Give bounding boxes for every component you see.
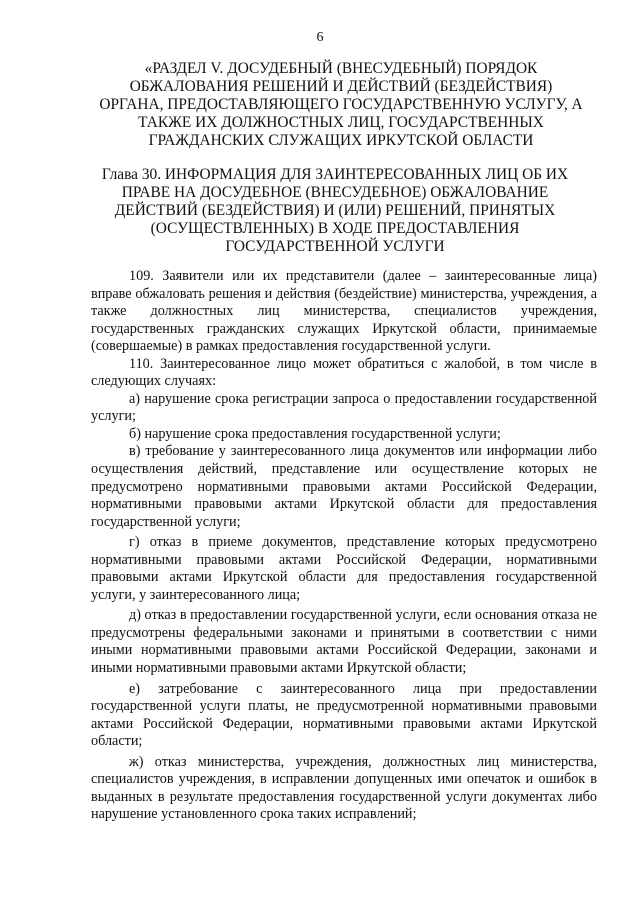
section-title-line: ОБЖАЛОВАНИЯ РЕШЕНИЙ И ДЕЙСТВИЙ (БЕЗДЕЙСТВИЯ) — [129, 78, 553, 95]
paragraph-text: 109. Заявители или их представители (далее – заинтересованные лица) вправе обжаловать решения и действия (бездействие) министерства, учреждения, а также должностных лиц министерства, специалистов учреждения, государственных гражданских служащих Иркутской области, принимаемые (совершаемые) в рамках предоставления государственной услуги. — [91, 268, 597, 355]
paragraph-text: 110. Заинтересованное лицо может обратиться с жалобой, в том числе в следующих случаях: — [91, 355, 597, 390]
chapter-title-line: ДЕЙСТВИЙ (БЕЗДЕЙСТВИЯ) И (ИЛИ) РЕШЕНИЙ, ПРИНЯТЫХ — [114, 202, 556, 219]
paragraph-text: е) затребование с заинтересованного лица при предоставлении государственной услуги платы, не предусмотренной нормативными правовыми актами Российской Федерации, нормативными правовыми актами Иркутской области; — [91, 680, 597, 750]
paragraph-110 — [91, 356, 597, 391]
paragraph-text: а) нарушение срока регистрации запроса о предоставлении государственной услуги; — [91, 390, 597, 425]
list-item-a — [91, 391, 597, 426]
paragraph-text: в) требование у заинтересованного лица документов или информации либо осуществления действий, представление или осуществление которых не предусмотрено нормативными правовыми актами Российской Федерации, нормативными правовыми актами Иркутской области для предоставления государственной услуги; — [91, 443, 597, 530]
paragraph-109 — [91, 268, 597, 356]
chapter-title-line: Глава 30. ИНФОРМАЦИЯ ДЛЯ ЗАИНТЕРЕСОВАННЫХ ЛИЦ ОБ ИХ — [101, 166, 569, 183]
section-title-line: «РАЗДЕЛ V. ДОСУДЕБНЫЙ (ВНЕСУДЕБНЫЙ) ПОРЯДОК — [144, 60, 538, 77]
list-item-e — [91, 681, 597, 751]
paragraph-text: б) нарушение срока предоставления государственной услуги; — [129, 425, 501, 442]
chapter-title-line: ГОСУДАРСТВЕННОЙ УСЛУГИ — [225, 238, 445, 255]
section-title-line: ГРАЖДАНСКИХ СЛУЖАЩИХ ИРКУТСКОЙ ОБЛАСТИ — [148, 132, 534, 149]
paragraph-text: г) отказ в приеме документов, представление которых предусмотрено нормативными правовыми актами Российской Федерации, нормативными правовыми актами Иркутской области для предоставления государственной услуги, у заинтересованного лица; — [91, 534, 597, 603]
list-item-g — [91, 534, 597, 604]
chapter-title — [100, 166, 570, 256]
chapter-title-line: (ОСУЩЕСТВЛЕННЫХ) В ХОДЕ ПРЕДОСТАВЛЕНИЯ — [150, 220, 520, 237]
section-title-line: ТАКЖЕ ИХ ДОЛЖНОСТНЫХ ЛИЦ, ГОСУДАРСТВЕННЫХ — [138, 114, 544, 131]
paragraph-text: ж) отказ министерства, учреждения, должностных лиц министерства, специалистов учреждения, в исправлении допущенных ими опечаток и ошибок в выданных в результате предоставления государственной услуги документах либо нарушение установленного срока таких исправлений; — [91, 753, 597, 823]
list-item-d — [91, 607, 597, 677]
document-body — [91, 268, 597, 824]
page-number: 6 — [316, 30, 324, 45]
list-item-zh — [91, 754, 597, 824]
list-item-b — [91, 426, 597, 444]
paragraph-text: д) отказ в предоставлении государственной услуги, если основания отказа не предусмотрены федеральными законами и принятыми в соответствии с ними иными нормативными правовыми актами Российской Федерации, законами и иными нормативными правовыми актами Иркутской области; — [91, 607, 597, 677]
section-title — [88, 60, 594, 150]
section-title-line: ОРГАНА, ПРЕДОСТАВЛЯЮЩЕГО ГОСУДАРСТВЕННУЮ УСЛУГУ, А — [99, 96, 583, 113]
chapter-title-line: ПРАВЕ НА ДОСУДЕБНОЕ (ВНЕСУДЕБНОЕ) ОБЖАЛОВАНИЕ — [121, 184, 549, 201]
list-item-v — [91, 443, 597, 531]
